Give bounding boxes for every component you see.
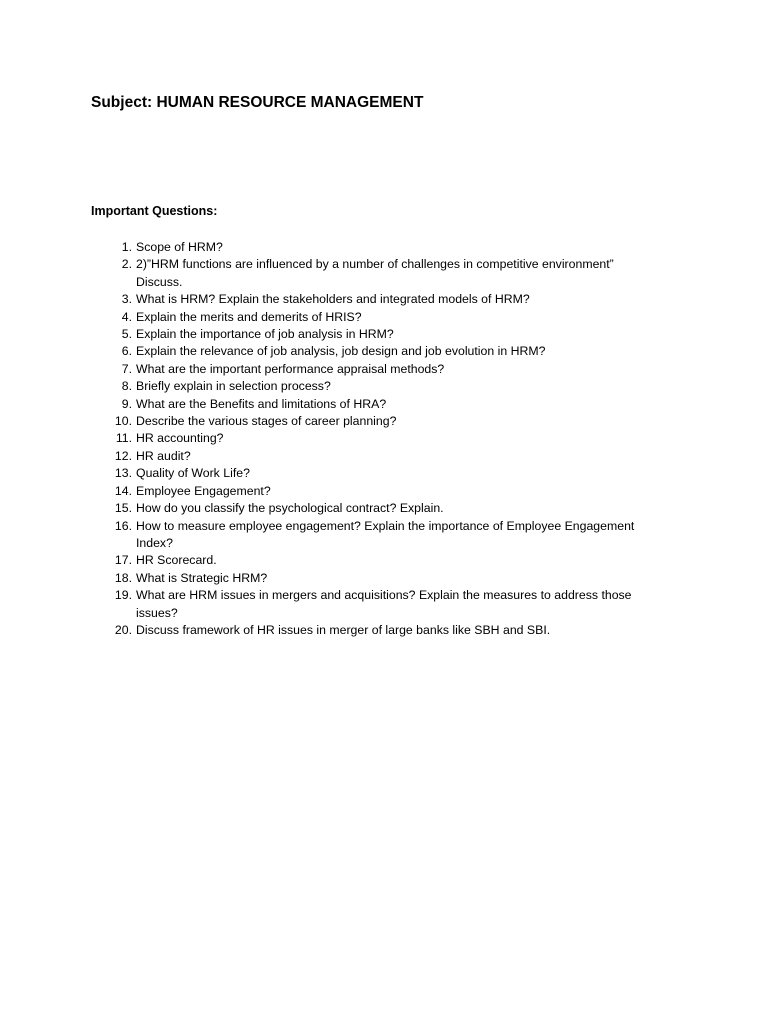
question-text: HR Scorecard.	[136, 553, 217, 568]
question-number: 20.	[114, 622, 132, 637]
question-item	[0, 587, 656, 622]
question-text: Briefly explain in selection process?	[136, 379, 331, 394]
question-item	[0, 239, 656, 256]
question-item	[0, 483, 656, 500]
question-item	[0, 291, 656, 308]
question-number: 13.	[114, 466, 132, 481]
question-item	[0, 343, 656, 360]
question-item	[0, 465, 656, 482]
question-number: 14.	[114, 483, 132, 498]
question-number: 9.	[121, 396, 132, 411]
question-text: How to measure employee engagement? Explain the importance of Employee Engagement Index?	[136, 518, 635, 550]
question-item	[0, 500, 656, 517]
question-number: 1.	[121, 240, 132, 254]
document-subject	[91, 94, 423, 112]
section-heading: Important Questions:	[91, 204, 218, 218]
question-number: 5.	[121, 327, 132, 342]
question-list	[0, 239, 768, 639]
question-item	[0, 256, 656, 291]
question-text: Discuss framework of HR issues in merger of large banks like SBH and SBI.	[136, 622, 551, 637]
question-item	[0, 413, 656, 430]
question-number: 4.	[121, 309, 132, 324]
question-text: Explain the merits and demerits of HRIS?	[136, 309, 362, 324]
question-number: 19.	[114, 588, 132, 603]
question-text: What is HRM? Explain the stakeholders and integrated models of HRM?	[136, 292, 530, 307]
question-item	[0, 326, 656, 343]
question-text: Scope of HRM?	[136, 240, 223, 254]
question-text: How do you classify the psychological contract? Explain.	[136, 501, 444, 516]
question-item	[0, 396, 656, 413]
question-number: 3.	[121, 292, 132, 307]
question-text: Quality of Work Life?	[136, 466, 250, 481]
question-number: 16.	[114, 518, 132, 533]
question-number: 17.	[114, 553, 132, 568]
question-item	[0, 309, 656, 326]
question-text: What are HRM issues in mergers and acquisitions? Explain the measures to address those issues?	[136, 588, 632, 620]
question-item	[0, 448, 656, 465]
question-text: What are the important performance appraisal methods?	[136, 361, 445, 376]
question-text: Explain the relevance of job analysis, job design and job evolution in HRM?	[136, 344, 546, 359]
question-item	[0, 622, 656, 639]
question-number: 8.	[121, 379, 132, 394]
question-item	[0, 378, 656, 395]
question-number: 2.	[121, 257, 132, 272]
question-text: 2)”HRM functions are influenced by a number of challenges in competitive environment” Discuss.	[136, 257, 614, 289]
question-item	[0, 552, 656, 569]
question-number: 7.	[121, 361, 132, 376]
question-number: 15.	[114, 501, 132, 516]
question-number: 12.	[114, 448, 132, 463]
question-text: What are the Benefits and limitations of HRA?	[136, 396, 387, 411]
question-number: 18.	[114, 570, 132, 585]
question-text: HR accounting?	[136, 431, 224, 446]
question-text: Explain the importance of job analysis in HRM?	[136, 327, 394, 342]
subject-label: Subject:	[91, 94, 153, 111]
question-item	[0, 361, 656, 378]
question-number: 10.	[114, 414, 132, 429]
subject-value: HUMAN RESOURCE MANAGEMENT	[156, 94, 424, 111]
question-item	[0, 570, 656, 587]
question-number: 11.	[115, 431, 132, 446]
question-text: Describe the various stages of career planning?	[136, 414, 397, 429]
question-item	[0, 518, 656, 553]
question-item	[0, 430, 656, 447]
question-text: What is Strategic HRM?	[136, 570, 268, 585]
question-text: HR audit?	[136, 448, 191, 463]
question-text: Employee Engagement?	[136, 483, 271, 498]
question-number: 6.	[121, 344, 132, 359]
